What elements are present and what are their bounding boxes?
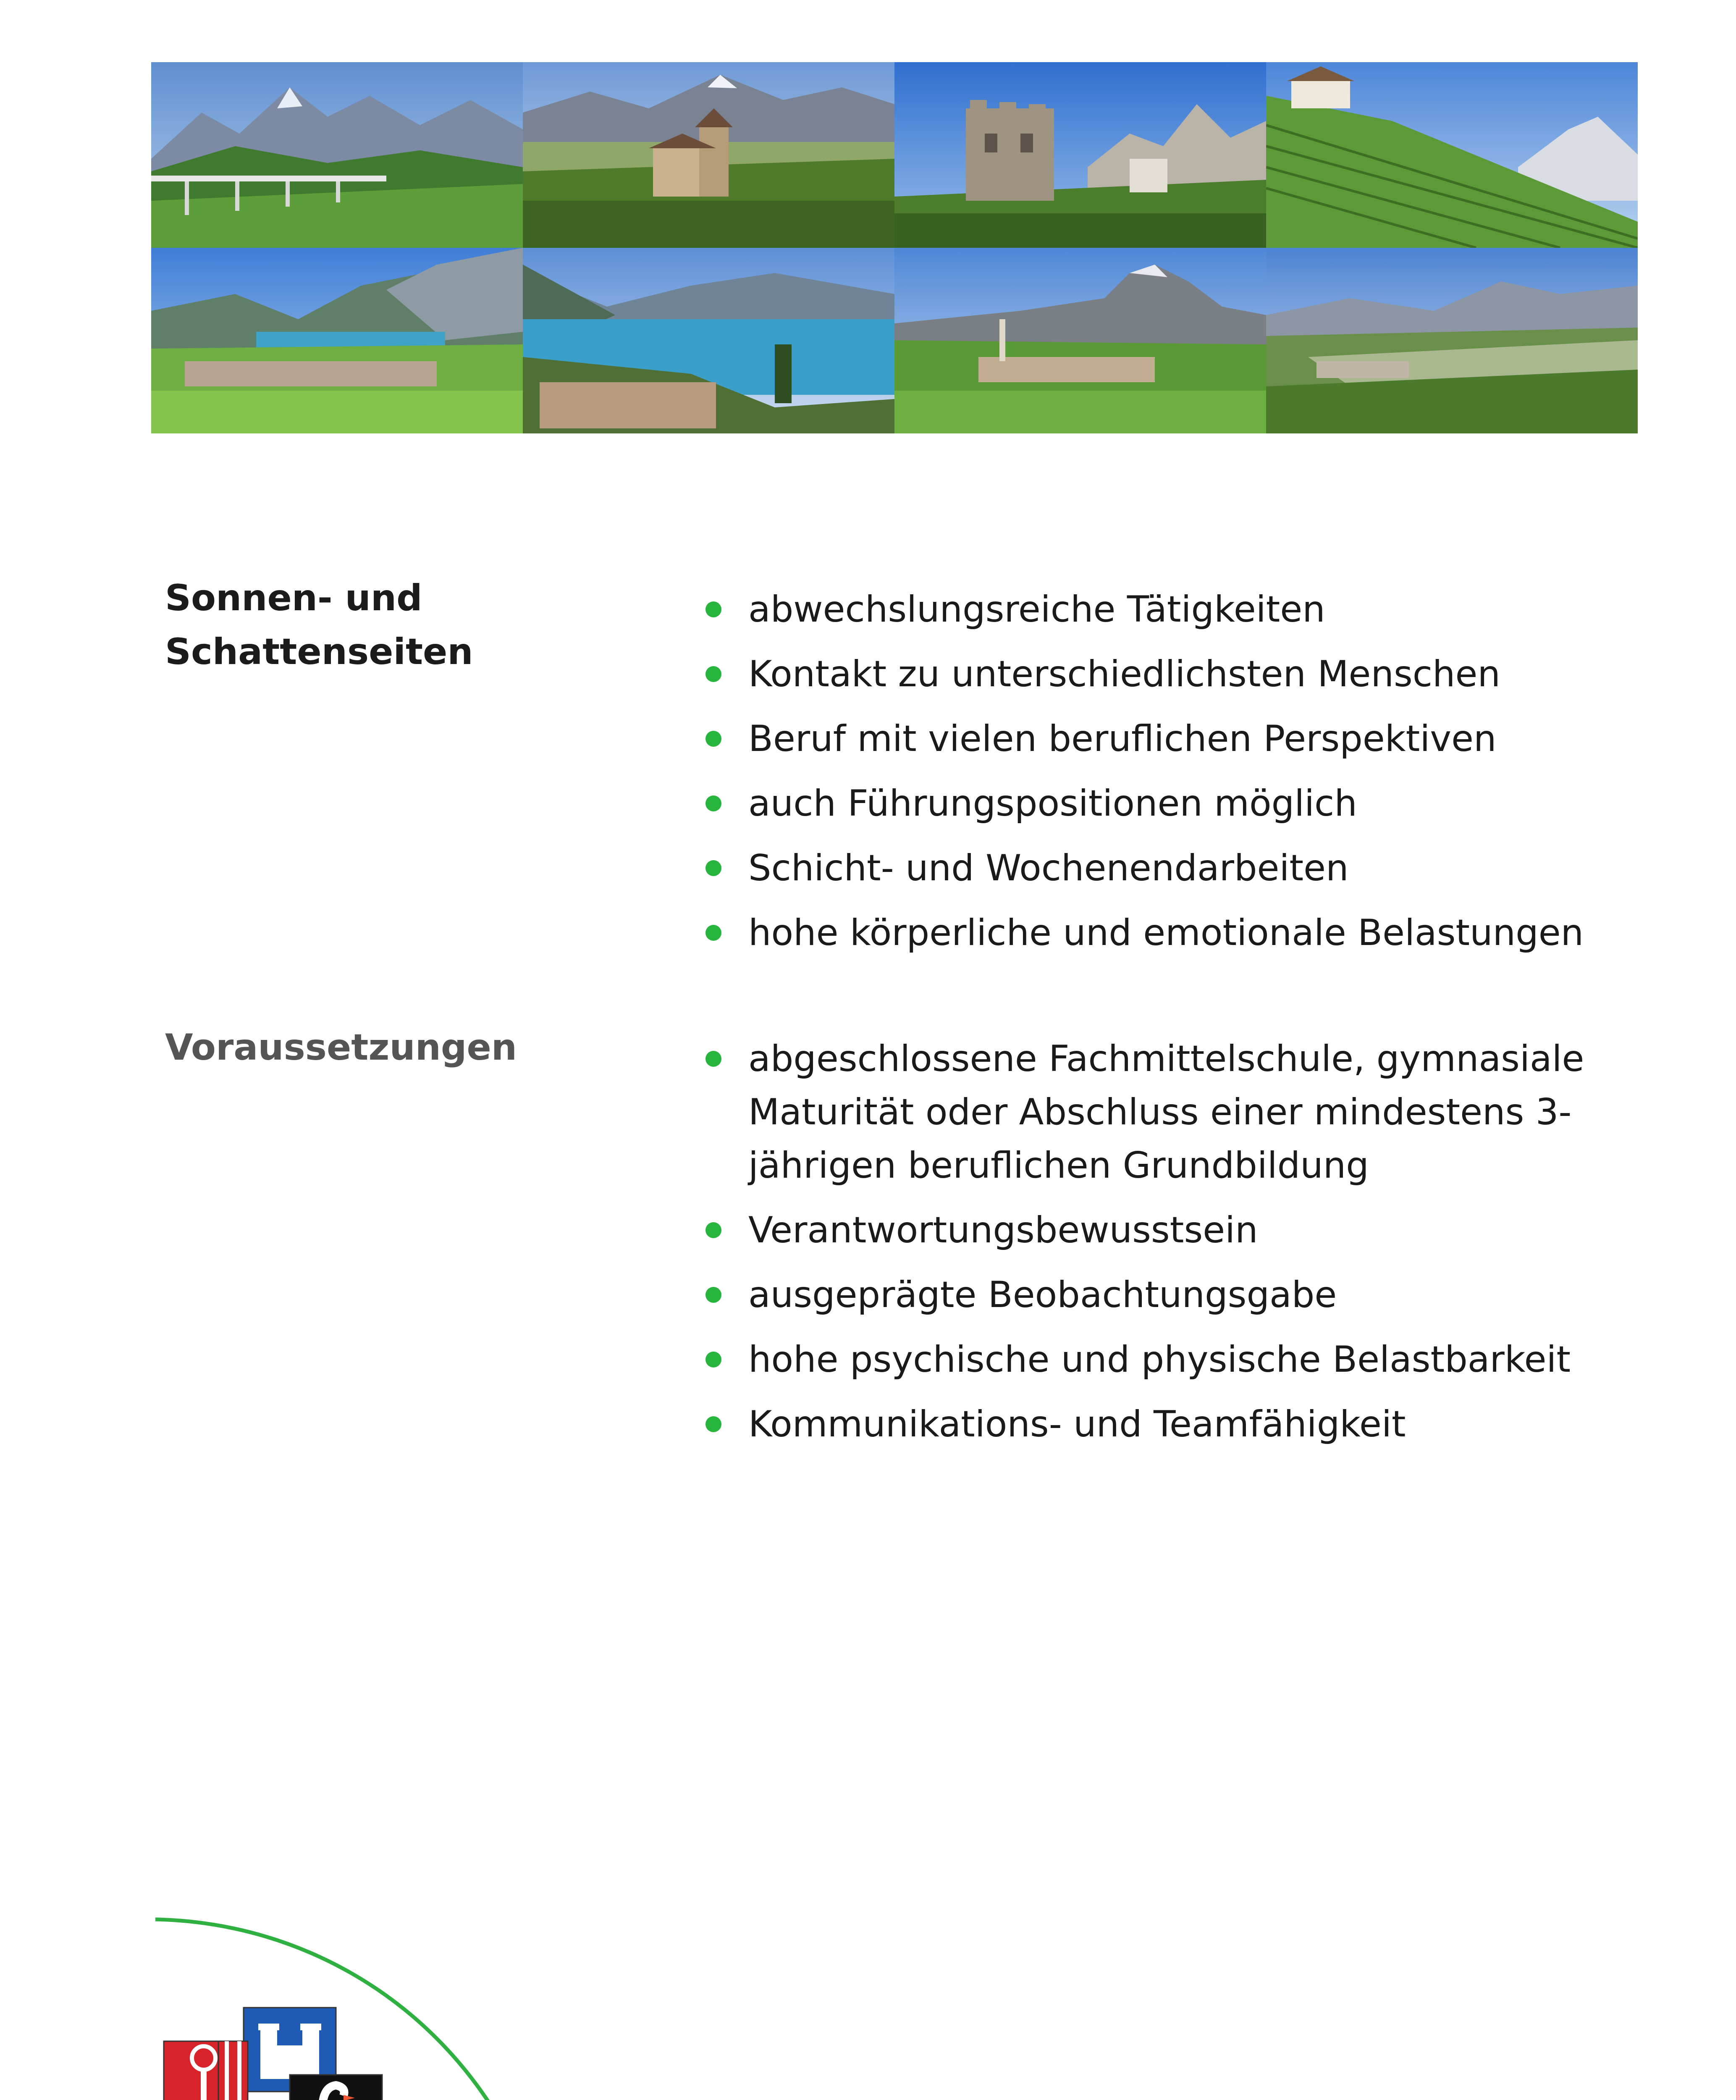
list-item: auch Führungspositionen möglich	[705, 777, 1604, 830]
list-item: Schicht- und Wochenendarbeiten	[705, 842, 1604, 895]
list-item: Verantwortungsbewusstsein	[705, 1204, 1604, 1257]
list-item: hohe körperliche und emotionale Belastungen	[705, 906, 1604, 960]
viaduct-mountains-photo	[151, 62, 523, 248]
bullet-dot-icon	[705, 860, 721, 876]
bullet-dot-icon	[705, 1352, 721, 1368]
bullet-dot-icon	[705, 925, 721, 941]
list-item: abgeschlossene Fachmittelschule, gymnasiale Maturität oder Abschluss einer mindestens 3-jährigen beruflichen Grundbildung	[705, 1032, 1604, 1192]
bullet-dot-icon	[705, 1222, 721, 1238]
vineyard-peak-photo	[1266, 62, 1638, 248]
crest-red-stripes-icon	[218, 2041, 248, 2100]
bullet-list	[705, 583, 1604, 971]
village-mountain-photo	[894, 248, 1266, 433]
bullet-dot-icon	[705, 1416, 721, 1432]
list-item: Kommunikations- und Teamfähigkeit	[705, 1398, 1604, 1451]
list-item: ausgeprägte Beobachtungsgabe	[705, 1268, 1604, 1322]
list-item: abwechslungsreiche Tätigkeiten	[705, 583, 1604, 636]
lake-town-photo	[151, 248, 523, 433]
section-label: Sonnen- und Schattenseiten	[165, 577, 473, 673]
lake-view-photo	[523, 248, 894, 433]
list-item: Beruf mit vielen beruflichen Perspektiven	[705, 712, 1604, 766]
section-label: Voraussetzungen	[165, 1026, 517, 1068]
bullet-dot-icon	[705, 1051, 721, 1067]
photo-banner	[151, 62, 1638, 433]
bullet-dot-icon	[705, 666, 721, 682]
bullet-list	[705, 1032, 1604, 1462]
bullet-dot-icon	[705, 601, 721, 617]
ruin-cliffs-photo	[894, 62, 1266, 248]
bullet-dot-icon	[705, 731, 721, 747]
list-item: hohe psychische und physische Belastbarkeit	[705, 1333, 1604, 1386]
crest-swan-icon	[290, 2075, 382, 2100]
municipal-coats-of-arms	[155, 1995, 517, 2100]
castle-valley-photo	[523, 62, 894, 248]
valley-panorama-photo	[1266, 248, 1638, 433]
bullet-dot-icon	[705, 795, 721, 811]
bullet-dot-icon	[705, 1287, 721, 1303]
list-item: Kontakt zu unterschiedlichsten Menschen	[705, 648, 1604, 701]
